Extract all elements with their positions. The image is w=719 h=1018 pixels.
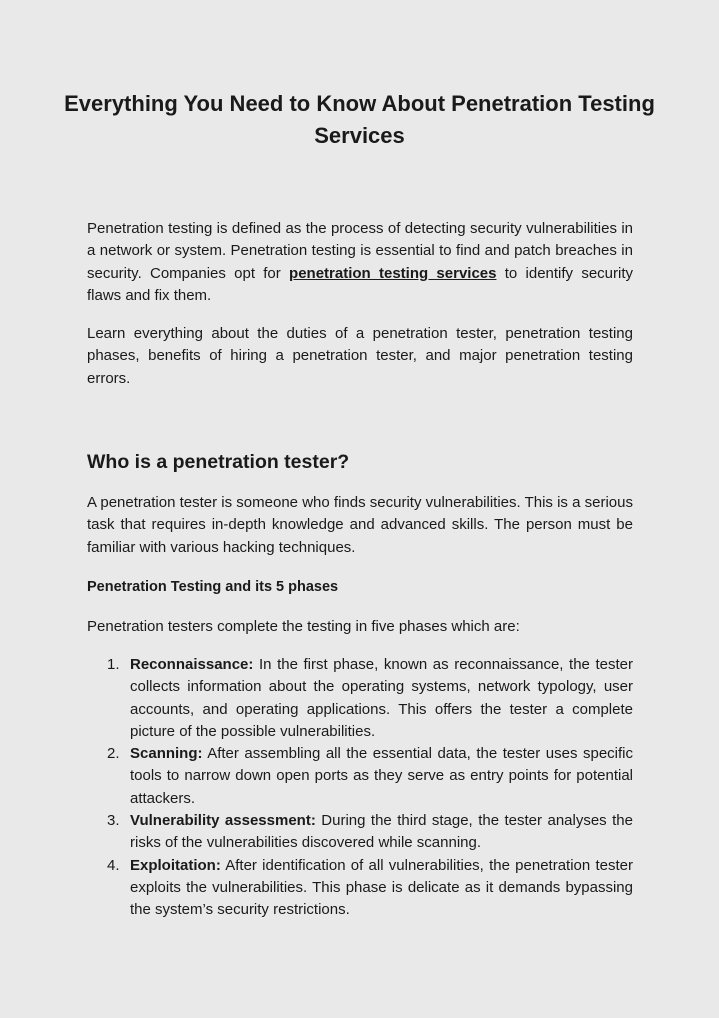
phases-list <box>130 654 633 922</box>
intro-text-before-link: Penetration testing is defined as the process of detecting security vulnerabilities in a network or system. Penetration testing is essential to find and patch breaches in security. Companies opt for <box>87 220 633 282</box>
phase-term: Vulnerability assessment: <box>130 812 316 830</box>
list-item <box>130 855 633 922</box>
penetration-testing-services-link[interactable]: penetration testing services <box>289 264 497 282</box>
intro-text-after-link: to identify security flaws and fix them. <box>87 264 634 304</box>
phase-term: Scanning: <box>130 745 203 763</box>
phase-text: In the first phase, known as reconnaissance, the tester collects information about the operating systems, network typology, user accounts, and operating applications. This offers the tester a complete picture of the possible vulnerabilities. <box>130 656 633 740</box>
phase-term: Exploitation: <box>130 856 221 874</box>
section-heading: Who is a penetration tester? <box>87 451 350 473</box>
intro-paragraph-2: Learn everything about the duties of a penetration tester, penetration testing phases, benefits of hiring a penetration tester, and major penetration testing errors. <box>87 325 633 387</box>
phase-text: After assembling all the essential data, the tester uses specific tools to narrow down open ports as they serve as entry points for potential attackers. <box>130 745 633 807</box>
phases-intro-paragraph: Penetration testers complete the testing in five phases which are: <box>87 618 520 635</box>
phases-subheading: Penetration Testing and its 5 phases <box>87 579 339 595</box>
list-item <box>130 743 633 810</box>
phase-text: After identification of all vulnerabilities, the penetration tester exploits the vulnerabilities. This phase is delicate as it demands bypassing the system’s security restrictions. <box>130 856 633 919</box>
phase-term: Reconnaissance: <box>130 656 254 673</box>
page-title: Everything You Need to Know About Penetration Testing Services <box>64 91 655 148</box>
section-paragraph-1: A penetration tester is someone who finds security vulnerabilities. This is a serious task that requires in-depth knowledge and advanced skills. The person must be familiar with various hacking techniques. <box>87 494 633 556</box>
list-item <box>130 654 633 743</box>
phase-text: During the third stage, the tester analyses the risks of the vulnerabilities discovered while scanning. <box>130 812 633 852</box>
list-item <box>130 810 633 855</box>
intro-paragraph-1 <box>87 218 633 307</box>
